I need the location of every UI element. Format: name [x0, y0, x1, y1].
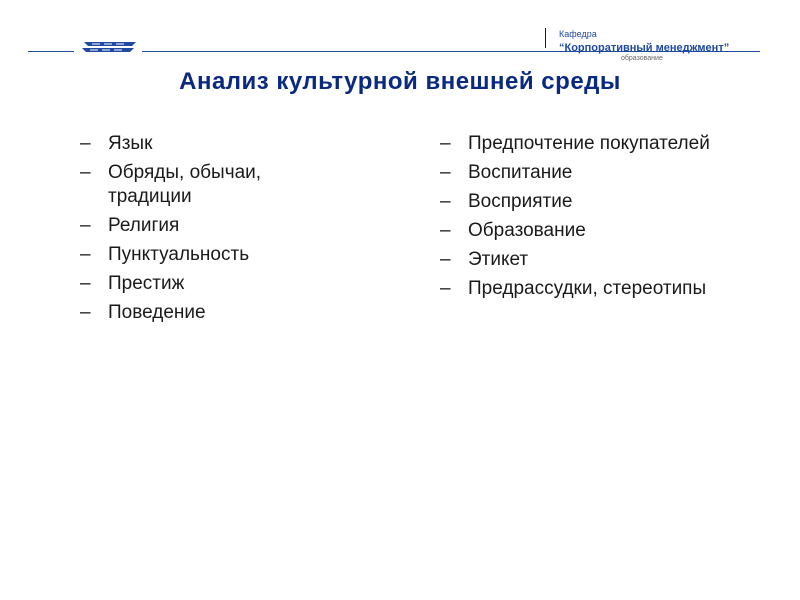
- miit-logo-icon: [78, 38, 142, 56]
- list-item-text: Религия: [108, 215, 180, 236]
- list-item-text: Пунктуальность: [108, 244, 250, 265]
- department-subtitle: [559, 54, 759, 63]
- list-item-text: Поведение: [108, 302, 206, 323]
- bullet-dash: –: [440, 278, 451, 299]
- list-item: [440, 248, 780, 272]
- list-item: [80, 243, 400, 267]
- list-item: [440, 219, 780, 243]
- list-item-text: Восприятие: [468, 191, 573, 212]
- bullet-dash: –: [80, 273, 91, 294]
- right-list: [440, 132, 780, 306]
- list-item-text: Предпочтение покупателей: [468, 133, 710, 154]
- left-list: [80, 132, 400, 330]
- list-item-text: Воспитание: [468, 162, 573, 183]
- department-subtitle-text: образование: [621, 55, 663, 62]
- list-item: [80, 132, 400, 156]
- header-rule-left: [28, 51, 74, 52]
- list-item: [80, 214, 400, 238]
- bullet-dash: –: [80, 244, 91, 265]
- list-item-text: Образование: [468, 220, 586, 241]
- bullet-dash: –: [80, 133, 91, 154]
- department-label: Кафедра: [559, 29, 597, 39]
- list-item-text: Предрассудки, стереотипы: [468, 278, 707, 299]
- bullet-dash: –: [80, 162, 91, 183]
- list-item: [440, 190, 780, 214]
- bullet-dash: –: [440, 191, 451, 212]
- list-item: [80, 161, 400, 209]
- list-item: [440, 277, 780, 301]
- list-item: [80, 301, 400, 325]
- slide-title: Анализ культурной внешней среды: [179, 68, 621, 95]
- list-item: [440, 161, 780, 185]
- department-name: “Корпоративный менеджмент”: [559, 42, 730, 54]
- bullet-dash: –: [440, 162, 451, 183]
- list-item-text: Этикет: [468, 249, 529, 270]
- bullet-dash: –: [80, 215, 91, 236]
- list-item: [80, 272, 400, 296]
- list-item-text: Престиж: [108, 273, 185, 294]
- bullet-dash: –: [440, 133, 451, 154]
- header-divider: [545, 28, 546, 48]
- department-block: [559, 29, 759, 54]
- list-item: [440, 132, 780, 156]
- list-item-text: Язык: [108, 133, 153, 154]
- bullet-dash: –: [80, 302, 91, 323]
- bullet-dash: –: [440, 249, 451, 270]
- list-item-text: Обряды, обычаи, традиции: [108, 162, 262, 207]
- bullet-dash: –: [440, 220, 451, 241]
